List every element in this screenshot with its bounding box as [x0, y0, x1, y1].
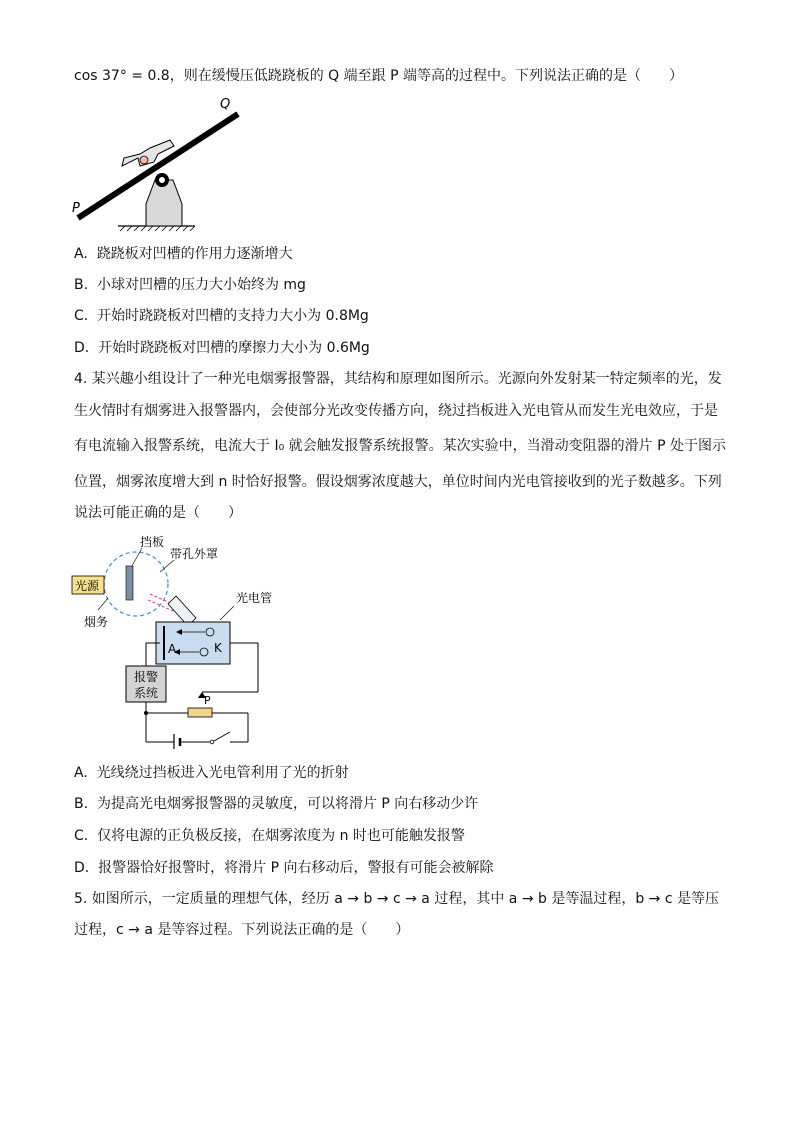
q3-option-b: B. 小球对凹槽的压力大小始终为 mg: [74, 277, 306, 293]
label-q: Q: [220, 97, 231, 112]
q4-stem-line-4: 位置，烟雾浓度增大到 n 时恰好报警。假设烟雾浓度越大，单位时间内光电管接收到的光子数越多。下列: [74, 474, 722, 490]
smoke-alarm-figure: [70, 534, 300, 749]
q4-option-b: B. 为提高光电烟雾报警器的灵敏度，可以将滑片 P 向右移动少许: [74, 796, 479, 812]
label-p: P: [72, 201, 80, 216]
phototube-label: 光电管: [236, 591, 273, 605]
q4-stem-line-3: 有电流输入报警系统，电流大于 I₀ 就会触发报警系统报警。某次实验中，当滑动变阻器的滑片 P 处于图示: [74, 438, 726, 454]
cathode-label: K: [214, 641, 222, 655]
q4-stem-line-5: 说法可能正确的是（ ）: [74, 505, 242, 521]
light-source-label: 光源: [75, 579, 100, 593]
cover-label: 带孔外罩: [170, 547, 219, 561]
q3-option-d: D. 开始时跷跷板对凹槽的摩擦力大小为 0.6Mg: [74, 340, 370, 356]
q4-stem-line-2: 生火情时有烟雾进入报警器内，会使部分光改变传播方向，绕过挡板进入光电管从而发生光电效应，于是: [74, 403, 718, 419]
seesaw-figure: [70, 96, 250, 236]
q4-option-c: C. 仅将电源的正负极反接，在烟雾浓度为 n 时也可能触发报警: [74, 828, 465, 844]
q5-stem-line-2: 过程，c → a 是等容过程。下列说法正确的是（ ）: [74, 922, 410, 938]
q4-option-d: D. 报警器恰好报警时，将滑片 P 向右移动后，警报有可能会被解除: [74, 860, 494, 876]
baffle-label: 挡板: [140, 535, 165, 549]
alarm-label-1: 报警: [134, 670, 159, 684]
alarm-label-2: 系统: [134, 686, 159, 700]
slider-label: P: [204, 694, 211, 707]
smoke-label: 烟务: [84, 615, 109, 629]
q3-stem-tail: cos 37° = 0.8，则在缓慢压低跷跷板的 Q 端至跟 P 端等高的过程中。下列说法正确的是（ ）: [74, 68, 683, 84]
q4-stem-line-1: 4. 某兴趣小组设计了一种光电烟雾报警器，其结构和原理如图所示。光源向外发射某一特定频率的光，发: [74, 371, 722, 387]
q4-option-a: A. 光线绕过挡板进入光电管利用了光的折射: [74, 765, 349, 781]
q3-option-c: C. 开始时跷跷板对凹槽的支持力大小为 0.8Mg: [74, 308, 369, 324]
q3-option-a: A. 跷跷板对凹槽的作用力逐渐增大: [74, 246, 293, 262]
anode-label: A: [168, 642, 177, 656]
q5-stem-line-1: 5. 如图所示，一定质量的理想气体，经历 a → b → c → a 过程，其中 a → b 是等温过程，b → c 是等压: [74, 891, 720, 907]
